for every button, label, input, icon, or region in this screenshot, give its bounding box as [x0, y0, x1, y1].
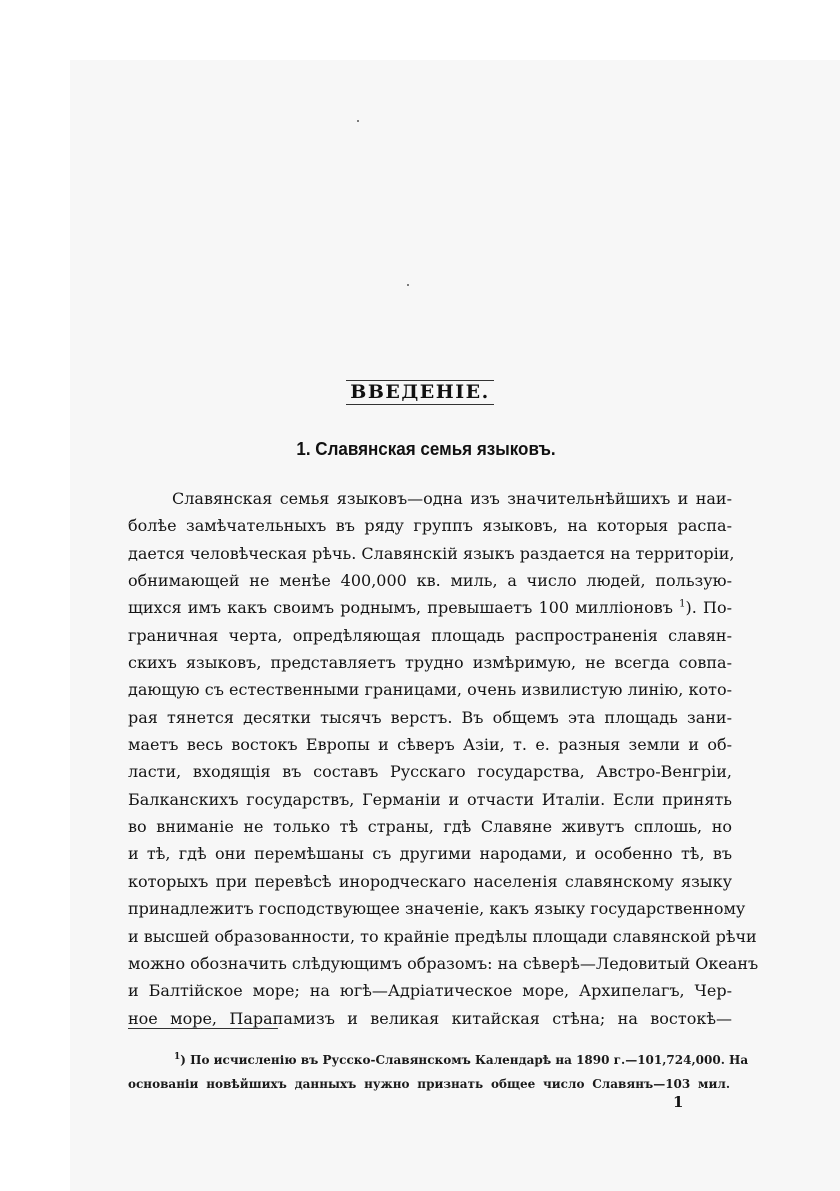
page-number: 1 — [673, 1093, 684, 1111]
scan-speck — [357, 120, 359, 122]
section-title: 1. Славянская семья языковъ. — [296, 438, 556, 459]
paragraph-line: маетъ весь востокъ Европы и сѣверъ Азіи, т. е. разныя земли и об- — [128, 735, 732, 755]
paragraph-line: ласти, входящія въ составъ Русскаго государства, Австро-Венгріи, — [128, 762, 732, 782]
paragraph-line: рая тянется десятки тысячъ верстъ. Въ общемъ эта площадь зани- — [128, 707, 732, 727]
footnote-line-text: ) По исчисленію въ Русско-Славянскомъ Календарѣ на 1890 г.—101,724,000. На — [180, 1053, 749, 1067]
scan-speck — [407, 284, 409, 286]
paragraph-line-tail: ). По- — [685, 598, 733, 618]
paragraph-line: дается человѣческая рѣчь. Славянскій языкъ раздается на территоріи, — [128, 543, 735, 563]
paragraph-line: и высшей образованности, то крайніе предѣлы площади славянской рѣчи — [128, 926, 757, 946]
paragraph-line: ное море, Парапамизъ и великая китайская стѣна; на востокѣ— — [128, 1008, 732, 1028]
footnote-line — [128, 1048, 749, 1072]
paragraph-line: можно обозначить слѣдующимъ образомъ: на сѣверѣ—Ледовитый Океанъ — [128, 953, 759, 973]
paragraph-line: и тѣ, гдѣ они перемѣшаны съ другими народами, и особенно тѣ, въ — [128, 844, 732, 864]
paragraph-line: скихъ языковъ, представляетъ трудно измѣримую, не всегда совпа- — [128, 653, 732, 673]
paragraph-line: болѣе замѣчательныхъ въ ряду группъ языковъ, на которыя распа- — [128, 516, 732, 536]
paragraph-line: дающую съ естественными границами, очень извилистую линію, кото- — [128, 680, 732, 700]
footnote-separator — [128, 1028, 278, 1029]
footnote-line: основаніи новѣйшихъ данныхъ нужно признать общее число Славянъ—103 мил. — [128, 1077, 730, 1091]
footnote-marker: 1 — [174, 1052, 181, 1062]
paragraph-line: обнимающей не менѣе 400,000 кв. миль, а число людей, пользую- — [128, 571, 732, 591]
paragraph-line: которыхъ при перевѣсѣ инородческаго населенія славянскому языку — [128, 871, 732, 891]
paragraph-line: Славянская семья языковъ—одна изъ значительнѣйшихъ и наи- — [172, 489, 732, 508]
footnote — [128, 1048, 749, 1096]
chapter-heading: ВВЕДЕНІЕ. — [0, 380, 840, 405]
main-paragraph — [128, 485, 759, 1032]
paragraph-line-with-footnote-ref — [128, 594, 732, 621]
paragraph-line: Балканскихъ государствъ, Германіи и отчасти Италіи. Если принять — [128, 789, 732, 809]
paragraph-line: принадлежитъ господствующее значеніе, какъ языку государственному — [128, 899, 746, 919]
paragraph-line-text: щихся имъ какъ своимъ роднымъ, превышаетъ 100 милліоновъ — [128, 598, 673, 618]
footnote-reference[interactable]: 1 — [679, 599, 686, 611]
paragraph-line: во вниманіе не только тѣ страны, гдѣ Славяне живутъ сплошь, но — [128, 817, 732, 837]
paragraph-line: граничная черта, опредѣляющая площадь распространенія славян- — [128, 625, 732, 645]
paragraph-line: и Балтійское море; на югѣ—Адріатическое море, Архипелагъ, Чер- — [128, 981, 732, 1001]
